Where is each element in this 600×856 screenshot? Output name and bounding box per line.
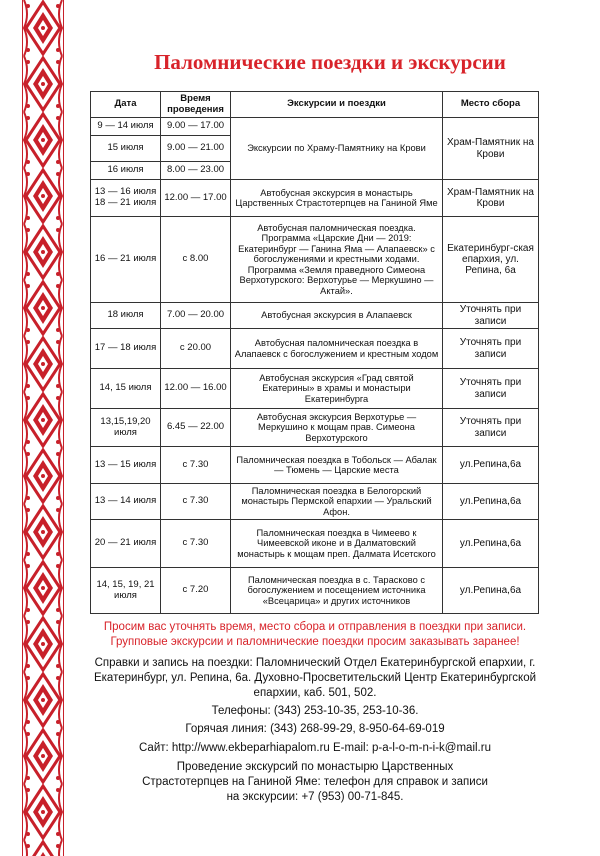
cell-date: 20 — 21 июля (91, 520, 161, 568)
cell-time: с 7.30 (161, 520, 231, 568)
cell-time: с 8.00 (161, 217, 231, 303)
cell-time: 9.00 — 21.00 (161, 136, 231, 162)
cell-trip: Автобусная экскурсия в Алапаевск (231, 303, 443, 329)
decorative-ornament-border (22, 0, 64, 856)
cell-place: Уточнять при записи (443, 409, 539, 447)
cell-date: 13 — 15 июля (91, 447, 161, 484)
cell-place: Храм-Памятник на Крови (443, 118, 539, 180)
header-time: Время проведения (161, 92, 231, 118)
cell-trip: Экскурсии по Храму-Памятнику на Крови (231, 118, 443, 180)
contact-monastery: Проведение экскурсий по монастырю Царственных Страстотерпцев на Ганиной Яме: телефон для справок и записи на экскурсии: +7 (953) 00-71-845. (142, 761, 488, 803)
header-date: Дата (91, 92, 161, 118)
cell-trip: Автобусная экскурсия Верхотурье — Меркушино к мощам прав. Симеона Верхотурского (231, 409, 443, 447)
cell-place: Екатеринбург-ская епархия, ул. Репина, 6а (443, 217, 539, 303)
cell-place: ул.Репина,6а (443, 447, 539, 484)
notice-line-1: Просим вас уточнять время, место сбора и отправления в поездки при записи. (103, 621, 527, 633)
cell-time: 12.00 — 17.00 (161, 180, 231, 217)
table-row (91, 447, 539, 484)
cell-time: с 20.00 (161, 329, 231, 369)
cell-place: ул.Репина,6а (443, 520, 539, 568)
cell-place: Уточнять при записи (443, 329, 539, 369)
cell-date: 13 — 16 июля 18 — 21 июля (91, 180, 161, 217)
cell-date: 14, 15, 19, 21 июля (91, 568, 161, 614)
header-place: Место сбора (443, 92, 539, 118)
cell-date: 13 — 14 июля (91, 484, 161, 520)
cell-trip: Автобусная паломническая поездка в Алапаевск с богослужением и крестным ходом (231, 329, 443, 369)
cell-trip: Паломническая поездка в Белогорский монастырь Пермской епархии — Уральский Афон. (231, 484, 443, 520)
contact-references: Справки и запись на поездки: Паломнический Отдел Екатеринбургской епархии, г. Екатеринбург, ул. Репина, 6а. Духовно-Просветительский Центр Екатеринбургской епархии, каб. 501, 502. (93, 657, 537, 699)
cell-place: ул.Репина,6а (443, 568, 539, 614)
cell-date: 16 — 21 июля (91, 217, 161, 303)
cell-place: Храм-Памятник на Крови (443, 180, 539, 217)
contact-phones: Телефоны: (343) 253-10-35, 253-10-36. (211, 705, 419, 717)
cell-date: 14, 15 июля (91, 369, 161, 409)
table-row (91, 118, 539, 136)
cell-time: 12.00 — 16.00 (161, 369, 231, 409)
cell-date: 18 июля (91, 303, 161, 329)
notice-line-2: Групповые экскурсии и паломнические поездки просим заказывать заранее! (110, 636, 520, 648)
cell-trip: Автобусная экскурсия в монастырь Царственных Страстотерпцев на Ганиной Яме (231, 180, 443, 217)
table-row (91, 520, 539, 568)
cell-date: 9 — 14 июля (91, 118, 161, 136)
cell-time: 8.00 — 23.00 (161, 162, 231, 180)
header-trips: Экскурсии и поездки (231, 92, 443, 118)
table-row (91, 329, 539, 369)
ornament-pattern (22, 0, 64, 856)
page-title: Паломнические поездки и экскурсии (154, 50, 506, 74)
table-row (91, 217, 539, 303)
table-row (91, 369, 539, 409)
table-row (91, 180, 539, 217)
cell-trip: Автобусная экскурсия «Град святой Екатерины» в храмы и монастыри Екатеринбурга (231, 369, 443, 409)
table-row (91, 303, 539, 329)
cell-trip: Паломническая поездка в Чимеево к Чимеевской иконе и в Далматовский монастырь к мощам преп. Далмата Исетского (231, 520, 443, 568)
cell-time: с 7.20 (161, 568, 231, 614)
schedule-table (90, 91, 539, 614)
table-row (91, 409, 539, 447)
cell-time: 7.00 — 20.00 (161, 303, 231, 329)
cell-time: 9.00 — 17.00 (161, 118, 231, 136)
cell-date: 15 июля (91, 136, 161, 162)
cell-trip: Паломническая поездка в с. Тарасково с богослужением и посещением источника «Всецарица» и других источников (231, 568, 443, 614)
contact-site: Сайт: http://www.ekbeparhiapalom.ru E-mail: p-a-l-o-m-n-i-k@mail.ru (139, 742, 491, 754)
cell-date: 17 — 18 июля (91, 329, 161, 369)
cell-time: 6.45 — 22.00 (161, 409, 231, 447)
cell-date: 13,15,19,20 июля (91, 409, 161, 447)
table-row (91, 484, 539, 520)
cell-place: ул.Репина,6а (443, 484, 539, 520)
contact-hotline: Горячая линия: (343) 268-99-29, 8-950-64-69-019 (185, 723, 445, 735)
cell-date: 16 июля (91, 162, 161, 180)
cell-trip: Автобусная паломническая поездка. Программа «Царские Дни — 2019: Екатеринбург — Ганина Яма — Алапаевск» с богослужениями и крестными ходами. Программа «Земля праведного Симеона Верхотурского: Верхотурье — Меркушино — Актай». (231, 217, 443, 303)
table-header-row (91, 92, 539, 118)
cell-place: Уточнять при записи (443, 303, 539, 329)
cell-place: Уточнять при записи (443, 369, 539, 409)
cell-time: с 7.30 (161, 447, 231, 484)
cell-trip: Паломническая поездка в Тобольск — Абалак — Тюмень — Царские места (231, 447, 443, 484)
table-row (91, 568, 539, 614)
cell-time: с 7.30 (161, 484, 231, 520)
